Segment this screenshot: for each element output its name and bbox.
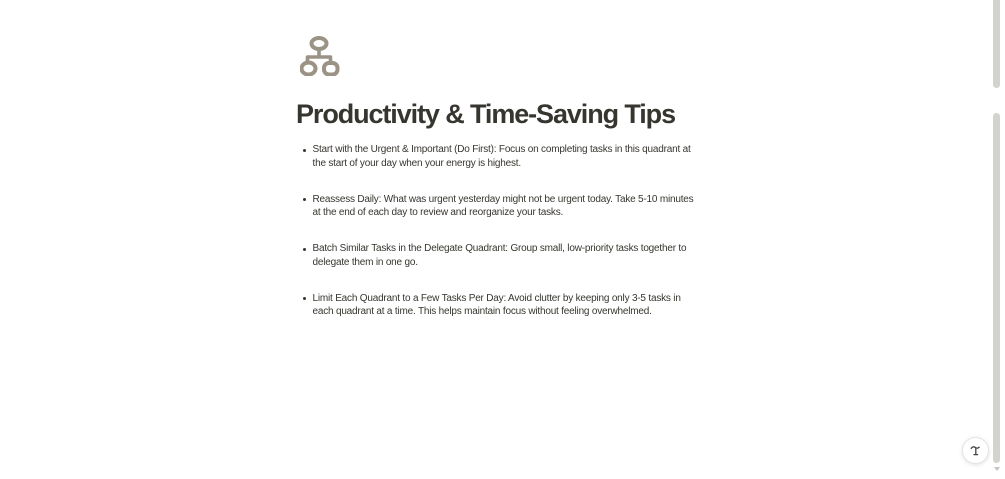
scrollbar-thumb-top[interactable] — [993, 0, 1000, 88]
bullet-text[interactable]: Batch Similar Tasks in the Delegate Quadrant: Group small, low-priority tasks together to delegate them in one go. — [312, 243, 687, 268]
bullet-list — [303, 143, 695, 341]
scrollbar-thumb-main[interactable] — [993, 113, 1000, 463]
org-chart-icon[interactable] — [300, 36, 340, 76]
list-item[interactable] — [303, 143, 695, 170]
list-item[interactable] — [303, 242, 695, 269]
bullet-marker — [303, 297, 306, 300]
list-item[interactable] — [303, 193, 695, 220]
bullet-text[interactable]: Start with the Urgent & Important (Do First): Focus on completing tasks in this quadrant at the start of your day when your energy is highest. — [312, 144, 691, 169]
bullet-text[interactable]: Limit Each Quadrant to a Few Tasks Per Day: Avoid clutter by keeping only 3-5 tasks in each quadrant at a time. This helps maintain focus without feeling overwhelmed. — [312, 292, 681, 317]
bullet-marker — [303, 149, 306, 152]
ai-face-icon — [969, 444, 982, 457]
page-title[interactable]: Productivity & Time-Saving Tips — [296, 99, 675, 129]
bullet-text[interactable]: Reassess Daily: What was urgent yesterday might not be urgent today. Take 5-10 minutes at the end of each day to review and reorganize your tasks. — [312, 193, 694, 218]
ai-assistant-button[interactable] — [962, 437, 989, 464]
scroll-down-arrow-icon[interactable] — [994, 467, 1000, 471]
list-item[interactable] — [303, 292, 695, 319]
bullet-marker — [303, 198, 306, 201]
bullet-marker — [303, 248, 306, 251]
